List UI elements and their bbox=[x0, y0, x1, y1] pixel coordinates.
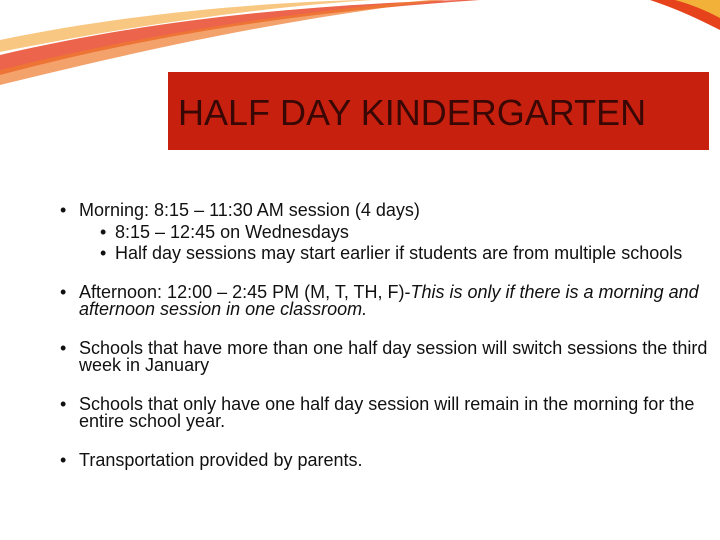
bullet-morning bbox=[60, 202, 710, 219]
bullet-morning-text: Morning: 8:15 – 11:30 AM session (4 days) bbox=[79, 200, 420, 220]
bullet-transportation bbox=[60, 452, 710, 469]
bullet-transportation-text: Transportation provided by parents. bbox=[79, 450, 363, 470]
sub-bullet-start-earlier bbox=[60, 245, 710, 262]
bullet-remain-morning bbox=[60, 396, 710, 430]
title-banner bbox=[168, 72, 709, 150]
bullet-switch-sessions-text: Schools that have more than one half day session will switch sessions the third week in January bbox=[79, 338, 708, 375]
bullet-afternoon-text: Afternoon: 12:00 – 2:45 PM (M, T, TH, F)- bbox=[79, 282, 411, 302]
slide-title: HALF DAY KINDERGARTEN bbox=[178, 92, 647, 133]
sub-bullet-wednesdays-text: 8:15 – 12:45 on Wednesdays bbox=[115, 222, 349, 242]
bullet-afternoon-italic-note: This is only if there is a morning and afternoon session in one classroom. bbox=[79, 282, 699, 319]
bullet-afternoon bbox=[60, 284, 710, 318]
sub-bullet-start-earlier-text: Half day sessions may start earlier if students are from multiple schools bbox=[115, 243, 683, 263]
bullet-switch-sessions bbox=[60, 340, 710, 374]
bullet-list bbox=[60, 202, 710, 469]
bullet-remain-morning-text: Schools that only have one half day session will remain in the morning for the entire school year. bbox=[79, 394, 695, 431]
sub-bullet-wednesdays bbox=[60, 224, 710, 241]
